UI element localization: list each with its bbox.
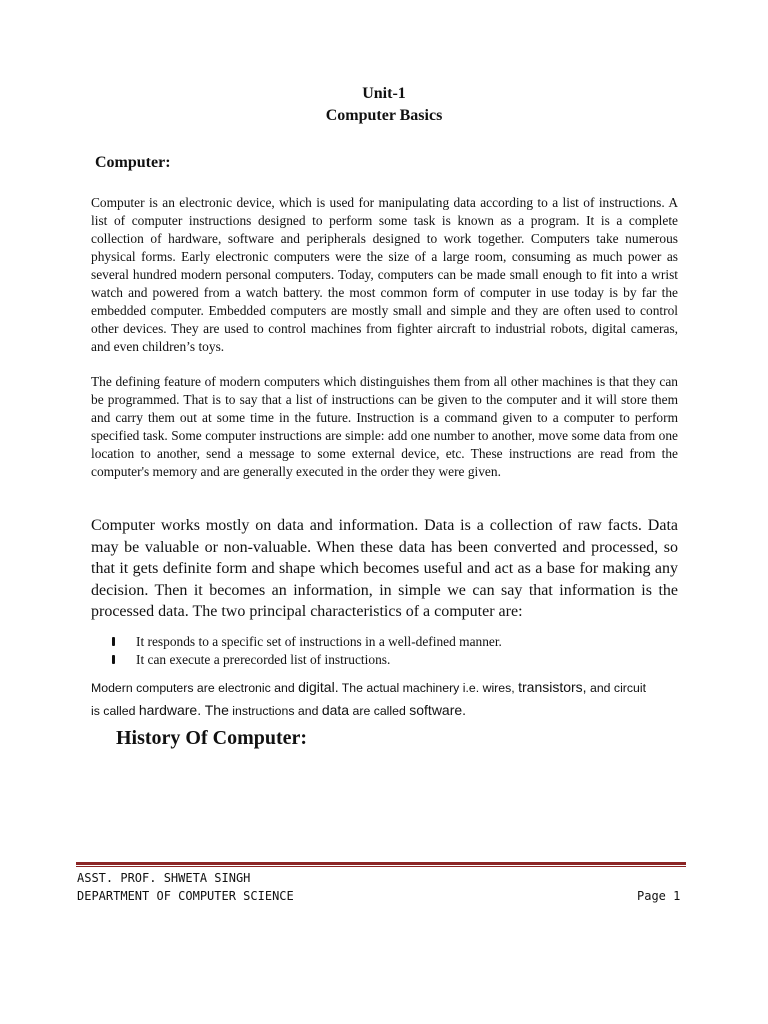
footer-department: DEPARTMENT OF COMPUTER SCIENCE bbox=[77, 889, 294, 903]
unit-subtitle: Computer Basics bbox=[325, 107, 443, 124]
modern-text: Modern computers are electronic and bbox=[91, 681, 299, 695]
list-item-text: It can execute a prerecorded list of instructions. bbox=[136, 652, 391, 667]
modern-text: The actual machinery i.e. wires, bbox=[338, 681, 519, 695]
paragraph-computer-definition: Computer is an electronic device, which is used for manipulating data according to a list of instructions. A list of computer instructions designed to perform some task is known as a program. It is a complete collection of hardware, software and peripherals designed to work together. Computers take numerous physical forms. Early electronic computers were the size of a large room, consuming as much power as several hundred modern personal computers. Today, computers can be made small enough to fit into a wrist watch and powered from a watch battery. the most common form of computer in use today is by far the embedded computer. Embedded computers are mostly small and simple and they are often used to control other devices. They are used to control machines from fighter aircraft to industrial robots, digital cameras, and even children’s toys. bbox=[91, 195, 678, 354]
characteristics-list bbox=[112, 633, 502, 669]
paragraph-data-information: Computer works mostly on data and information. Data is a collection of raw facts. Data may be valuable or non-valuable. When these data has been converted and processed, so that it gets definite form and shape which becomes useful and act as a base for making any decision. Then it becomes an information, in simple we can say that information is the processed data. The two principal characteristics of a computer are: bbox=[91, 517, 678, 620]
modern-text: instructions and bbox=[228, 704, 322, 718]
list-item bbox=[112, 633, 502, 651]
bullet-icon bbox=[112, 655, 115, 664]
modern-text-emphasis: digital. bbox=[298, 679, 339, 695]
bullet-icon bbox=[112, 637, 115, 646]
unit-title: Unit-1 bbox=[362, 85, 406, 102]
footer-divider-thin bbox=[76, 866, 686, 867]
modern-text-emphasis: software. bbox=[409, 702, 467, 718]
computer-heading: Computer: bbox=[95, 154, 171, 171]
modern-text-emphasis: The bbox=[201, 702, 229, 718]
modern-text-emphasis: data bbox=[321, 702, 350, 718]
history-heading: History Of Computer: bbox=[116, 727, 308, 749]
footer-divider bbox=[76, 862, 686, 865]
list-item-text: It responds to a specific set of instructions in a well-defined manner. bbox=[136, 634, 502, 649]
modern-text-emphasis: hardware. bbox=[138, 702, 202, 718]
modern-text-emphasis: transistors, bbox=[518, 679, 587, 695]
modern-text: are called bbox=[349, 704, 410, 718]
paragraph-hardware-software bbox=[91, 676, 691, 722]
modern-text: and circuit bbox=[586, 681, 647, 695]
paragraph-defining-feature: The defining feature of modern computers which distinguishes them from all other machines is that they can be programmed. That is to say that a list of instructions can be given to the computer and it will store them and carry them out at some time in the future. Instruction is a command given to a computer to perform specified task. Some computer instructions are simple: add one number to another, move some data from one location to another, send a message to some external device, etc. These instructions are read from the computer's memory and are generally executed in the order they were given. bbox=[91, 374, 678, 479]
page-number: Page 1 bbox=[637, 889, 681, 903]
modern-text: is called bbox=[91, 704, 139, 718]
list-item bbox=[112, 651, 502, 669]
footer-author: ASST. PROF. SHWETA SINGH bbox=[77, 871, 251, 885]
